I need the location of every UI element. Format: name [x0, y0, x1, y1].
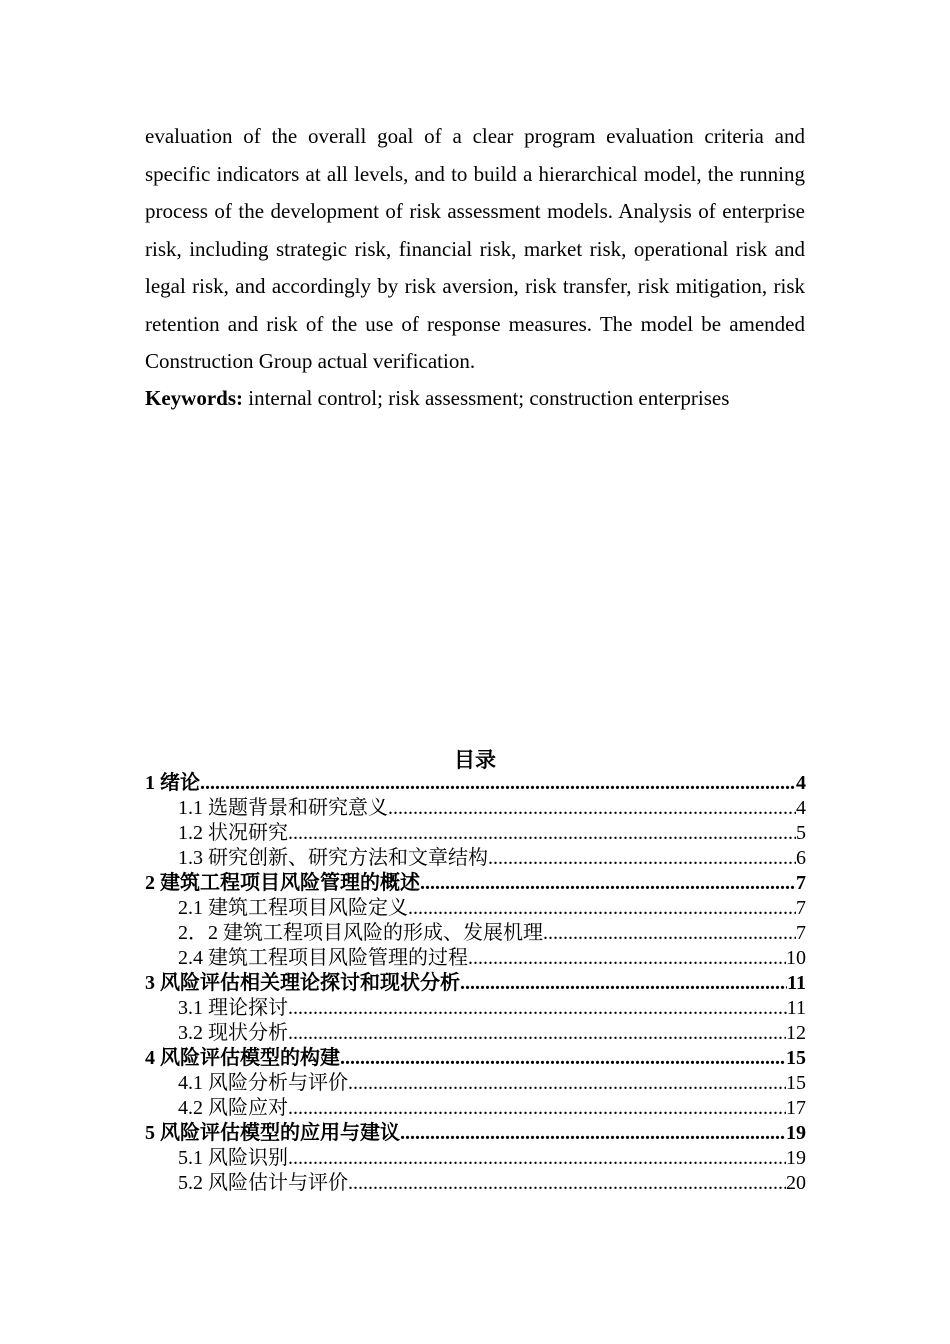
toc-entry-label: 2.4 建筑工程项目风险管理的过程 [178, 947, 468, 969]
toc-entry-label: 5.2 风险估计与评价 [178, 1172, 348, 1194]
toc-entry-page: 4 [796, 772, 806, 794]
toc-dot-leader [288, 1146, 786, 1171]
toc-entry-section-4-2[interactable] [145, 1096, 806, 1121]
abstract-section [145, 118, 805, 381]
toc-entry-section-3-2[interactable] [145, 1021, 806, 1046]
keywords-label: Keywords: [145, 386, 243, 410]
toc-dot-leader [388, 796, 796, 821]
toc-entry-label: 3.1 理论探讨 [178, 997, 288, 1019]
toc-entry-label: 4.2 风险应对 [178, 1097, 288, 1119]
toc-entry-section-4-1[interactable] [145, 1071, 806, 1096]
toc-dot-leader [348, 1071, 786, 1096]
toc-entry-page: 20 [786, 1172, 806, 1194]
toc-entry-label: 4 风险评估模型的构建 [145, 1047, 340, 1069]
toc-entry-label: 5 风险评估模型的应用与建议 [145, 1122, 400, 1144]
toc-entry-page: 7 [796, 897, 806, 919]
toc-entry-chapter-4[interactable] [145, 1046, 806, 1071]
toc-entry-section-5-2[interactable] [145, 1171, 806, 1196]
toc-entry-label: 5.1 风险识别 [178, 1147, 288, 1169]
toc-dot-leader [288, 1021, 786, 1046]
toc-entry-chapter-1[interactable] [145, 771, 806, 796]
toc-dot-leader [420, 871, 796, 896]
toc-entry-section-2-1[interactable] [145, 896, 806, 921]
toc-entry-page: 17 [786, 1097, 806, 1119]
toc-entry-label: 2 建筑工程项目风险管理的概述 [145, 872, 420, 894]
table-of-contents [145, 771, 806, 1196]
toc-entry-page: 5 [796, 822, 806, 844]
toc-entry-page: 6 [796, 847, 806, 869]
toc-entry-label: 2.1 建筑工程项目风险定义 [178, 897, 408, 919]
toc-entry-label: 1 绪论 [145, 772, 200, 794]
toc-dot-leader [288, 821, 796, 846]
toc-entry-page: 11 [786, 997, 806, 1019]
toc-entry-label: 1.3 研究创新、研究方法和文章结构 [178, 847, 488, 869]
toc-dot-leader [400, 1121, 786, 1146]
toc-entry-page: 10 [786, 947, 806, 969]
toc-entry-label: 2．2 建筑工程项目风险的形成、发展机理 [178, 922, 543, 944]
toc-entry-section-1-1[interactable] [145, 796, 806, 821]
toc-entry-section-2-4[interactable] [145, 946, 806, 971]
toc-dot-leader [468, 946, 786, 971]
toc-entry-chapter-5[interactable] [145, 1121, 806, 1146]
toc-dot-leader [408, 896, 796, 921]
toc-entry-label: 1.2 状况研究 [178, 822, 288, 844]
toc-entry-label: 4.1 风险分析与评价 [178, 1072, 348, 1094]
toc-dot-leader [460, 971, 787, 996]
toc-dot-leader [543, 921, 796, 946]
keywords-line [145, 380, 825, 417]
toc-entry-page: 11 [787, 972, 806, 994]
toc-entry-chapter-3[interactable] [145, 971, 806, 996]
keywords-text: internal control; risk assessment; construction enterprises [243, 386, 730, 410]
toc-entry-chapter-2[interactable] [145, 871, 806, 896]
toc-entry-label: 3 风险评估相关理论探讨和现状分析 [145, 972, 460, 994]
toc-entry-page: 4 [796, 797, 806, 819]
toc-entry-section-1-2[interactable] [145, 821, 806, 846]
toc-dot-leader [340, 1046, 786, 1071]
toc-entry-label: 1.1 选题背景和研究意义 [178, 797, 388, 819]
toc-entry-section-3-1[interactable] [145, 996, 806, 1021]
toc-entry-label: 3.2 现状分析 [178, 1022, 288, 1044]
toc-dot-leader [348, 1171, 786, 1196]
toc-entry-page: 15 [786, 1072, 806, 1094]
toc-dot-leader [200, 771, 796, 796]
abstract-paragraph: evaluation of the overall goal of a clear program evaluation criteria and specific indicators at all levels, and to build a hierarchical model, the running process of the development of risk assessment models. Analysis of enterprise risk, including strategic risk, financial risk, market risk, operational risk and legal risk, and accordingly by risk aversion, risk transfer, risk mitigation, risk retention and risk of the use of response measures. The model be amended Construction Group actual verification. [145, 124, 805, 373]
toc-entry-page: 7 [796, 922, 806, 944]
toc-entry-section-2-2[interactable] [145, 921, 806, 946]
toc-entry-page: 15 [786, 1047, 806, 1069]
toc-entry-section-1-3[interactable] [145, 846, 806, 871]
toc-dot-leader [488, 846, 796, 871]
toc-entry-section-5-1[interactable] [145, 1146, 806, 1171]
toc-dot-leader [288, 996, 787, 1021]
toc-dot-leader [288, 1096, 786, 1121]
toc-entry-page: 7 [796, 872, 806, 894]
toc-title: 目录 [454, 748, 496, 772]
toc-entry-page: 19 [786, 1147, 806, 1169]
toc-entry-page: 19 [786, 1122, 806, 1144]
toc-entry-page: 12 [786, 1022, 806, 1044]
